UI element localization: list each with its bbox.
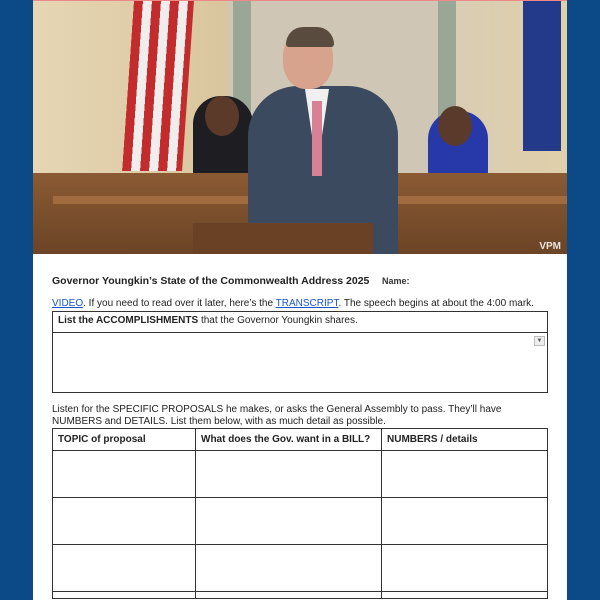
table-cell[interactable] <box>196 592 382 599</box>
governor-hair <box>286 27 334 47</box>
table-row <box>53 498 548 545</box>
podium <box>193 223 373 254</box>
table-cell[interactable] <box>382 545 548 592</box>
table-cell[interactable] <box>382 498 548 545</box>
table-row <box>53 592 548 599</box>
seated-person-head <box>205 96 239 136</box>
table-cell[interactable] <box>53 592 196 599</box>
table-cell[interactable] <box>196 451 382 498</box>
table-cell[interactable] <box>53 545 196 592</box>
us-flag-image <box>122 1 194 171</box>
video-link[interactable]: VIDEO <box>52 298 84 309</box>
accomplishments-header <box>53 312 547 333</box>
table-row <box>53 451 548 498</box>
header-topic: TOPIC of proposal <box>53 429 196 451</box>
proposals-table <box>52 428 548 599</box>
table-cell[interactable] <box>196 498 382 545</box>
header-numbers: NUMBERS / details <box>382 429 548 451</box>
accomplishments-rest: that the Governor Youngkin shares. <box>198 315 358 326</box>
intro-text-2: . The speech begins at about the 4:00 mark. <box>338 298 534 309</box>
seated-person-head <box>438 106 472 146</box>
accomplishments-box <box>52 311 548 393</box>
speech-video-thumbnail[interactable] <box>33 0 567 254</box>
accomplishments-answer-field[interactable] <box>53 333 547 392</box>
document-page <box>33 0 567 600</box>
vpm-watermark: VPM <box>539 241 561 252</box>
table-cell[interactable] <box>53 451 196 498</box>
governor-tie <box>312 101 322 176</box>
intro-text: . If you need to read over it later, here’s the <box>83 298 276 309</box>
table-cell[interactable] <box>382 592 548 599</box>
name-label: Name: <box>382 276 410 286</box>
header-bill: What does the Gov. want in a BILL? <box>196 429 382 451</box>
accomplishments-bold: List the ACCOMPLISHMENTS <box>58 315 199 326</box>
page-title: Governor Youngkin’s State of the Commonwealth Address 2025 <box>52 275 370 287</box>
virginia-flag-image <box>523 1 561 151</box>
dropdown-arrow-icon[interactable]: ▼ <box>534 336 545 346</box>
worksheet <box>52 254 548 600</box>
intro-line <box>52 298 534 309</box>
table-header-row <box>53 429 548 451</box>
table-cell[interactable] <box>382 451 548 498</box>
proposals-instructions: Listen for the SPECIFIC PROPOSALS he makes, or asks the General Assembly to pass. They’ll have NUMBERS and DETAILS. List them below, with as much detail as possible. <box>52 404 502 427</box>
table-cell[interactable] <box>53 498 196 545</box>
transcript-link[interactable]: TRANSCRIPT <box>275 298 339 309</box>
table-cell[interactable] <box>196 545 382 592</box>
table-row <box>53 545 548 592</box>
